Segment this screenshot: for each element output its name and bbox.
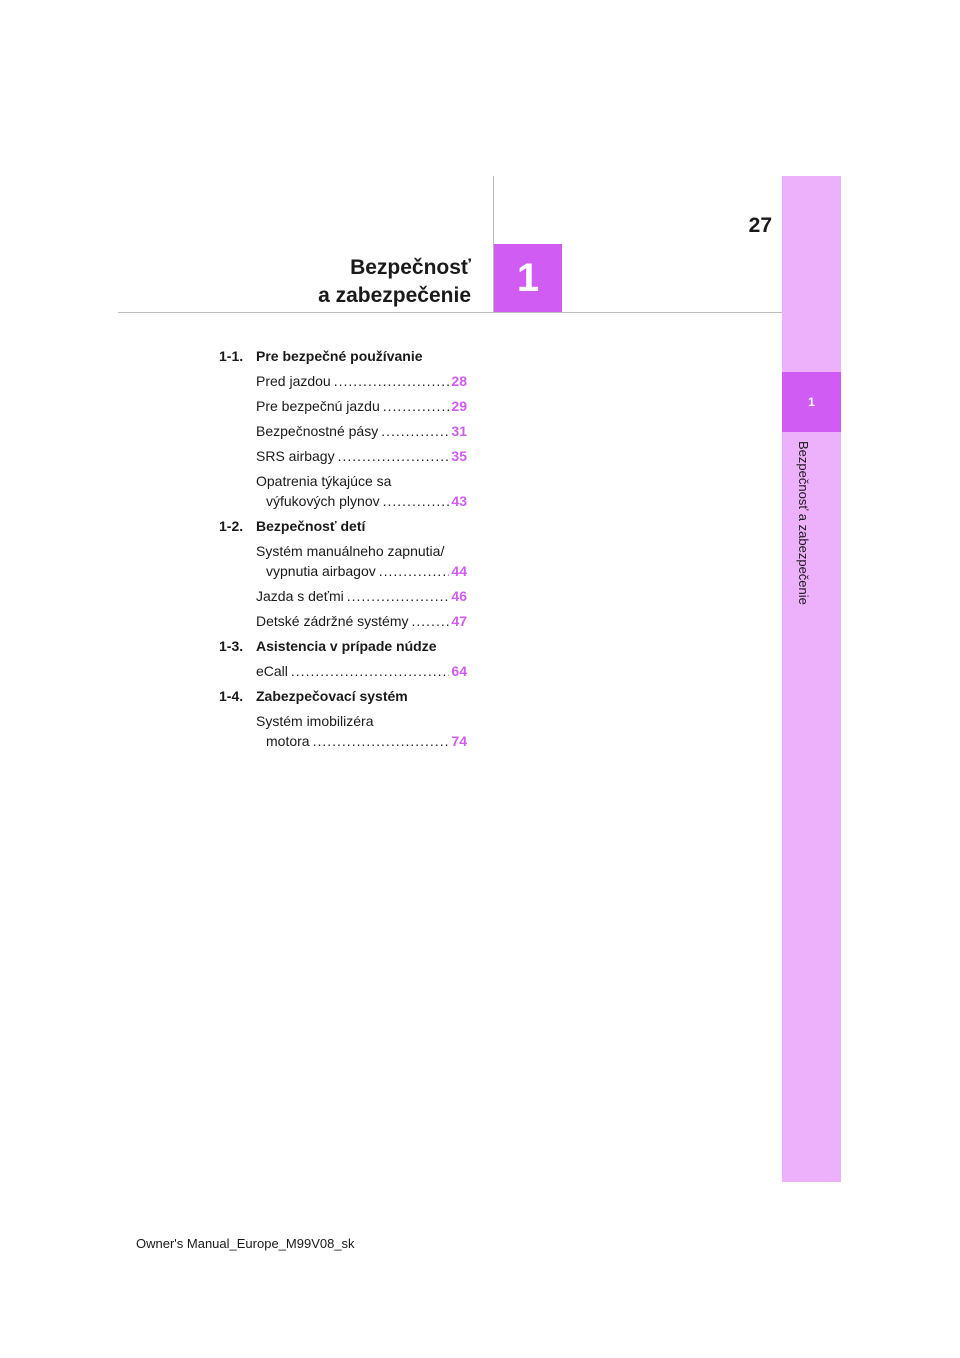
toc-entry[interactable] [256, 419, 467, 444]
toc-section-number: 1-3. [219, 638, 244, 654]
toc-leader-dots [291, 661, 450, 681]
toc-entry-page[interactable]: 29 [451, 398, 467, 414]
toc-leader-dots [334, 371, 450, 391]
side-thumb-label: Bezpečnosť a zabezpečenie [796, 441, 811, 605]
toc-leader-dots [383, 491, 450, 511]
toc-entry-page[interactable]: 28 [451, 373, 467, 389]
toc-entry-label-continued: výfukových plynov [266, 493, 380, 509]
toc-entry-page[interactable]: 43 [451, 493, 467, 509]
toc-section-title: Bezpečnosť detí [256, 518, 366, 534]
chapter-number-box: 1 [494, 244, 562, 312]
toc-leader-dots [412, 611, 450, 631]
toc-entry-label: Pre bezpečnú jazdu [256, 398, 380, 414]
chapter-title-line1: Bezpečnosť [350, 256, 471, 279]
toc-section-number: 1-4. [219, 688, 244, 704]
toc-entry-label-continued: vypnutia airbagov [266, 563, 376, 579]
toc-entry[interactable] [256, 539, 467, 584]
toc-entry-label: Detské zádržné systémy [256, 613, 409, 629]
toc-entry-label: eCall [256, 663, 288, 679]
toc-entry[interactable] [256, 394, 467, 419]
toc-entry-page[interactable]: 74 [451, 733, 467, 749]
chapter-title [250, 254, 471, 310]
footer-manual-id: Owner's Manual_Europe_M99V08_sk [136, 1236, 355, 1251]
side-thumb-tab[interactable]: 1 [782, 372, 841, 432]
side-thumb-strip [782, 176, 841, 1182]
toc-entry-label: Systém imobilizéra [256, 713, 374, 729]
toc-entry-label: SRS airbagy [256, 448, 335, 464]
chapter-title-line2: a zabezpečenie [318, 284, 471, 307]
toc-entry-page[interactable]: 46 [451, 588, 467, 604]
toc-entry-label: Pred jazdou [256, 373, 331, 389]
toc-entry-label: Opatrenia týkajúce sa [256, 473, 392, 489]
toc-entry[interactable] [256, 369, 467, 394]
toc-entry[interactable] [256, 609, 467, 634]
toc-section-title: Zabezpečovací systém [256, 688, 408, 704]
table-of-contents [219, 344, 467, 754]
toc-section-title: Pre bezpečné používanie [256, 348, 423, 364]
toc-section-number: 1-2. [219, 518, 244, 534]
toc-section-heading[interactable] [219, 634, 467, 659]
toc-section-title: Asistencia v prípade núdze [256, 638, 437, 654]
toc-section-heading[interactable] [219, 684, 467, 709]
toc-leader-dots [313, 731, 450, 751]
toc-entry[interactable] [256, 584, 467, 609]
toc-entry-label: Bezpečnostné pásy [256, 423, 379, 439]
toc-section-heading[interactable] [219, 344, 467, 369]
toc-section-heading[interactable] [219, 514, 467, 539]
toc-entry-page[interactable]: 47 [451, 613, 467, 629]
toc-leader-dots [383, 396, 450, 416]
toc-entry-page[interactable]: 35 [451, 448, 467, 464]
toc-entry-page[interactable]: 31 [451, 423, 467, 439]
toc-section-number: 1-1. [219, 348, 244, 364]
toc-entry[interactable] [256, 444, 467, 469]
toc-entry[interactable] [256, 469, 467, 514]
page-number: 27 [748, 214, 772, 237]
toc-leader-dots [379, 561, 450, 581]
toc-entry-label-continued: motora [266, 733, 310, 749]
header-horizontal-divider [118, 312, 782, 313]
toc-leader-dots [347, 586, 450, 606]
toc-entry-page[interactable]: 44 [451, 563, 467, 579]
toc-entry-page[interactable]: 64 [451, 663, 467, 679]
toc-leader-dots [338, 446, 450, 466]
toc-entry-label: Systém manuálneho zapnutia/ [256, 543, 445, 559]
toc-entry[interactable] [256, 709, 467, 754]
toc-leader-dots [381, 421, 449, 441]
toc-entry-label: Jazda s deťmi [256, 588, 344, 604]
toc-entry[interactable] [256, 659, 467, 684]
